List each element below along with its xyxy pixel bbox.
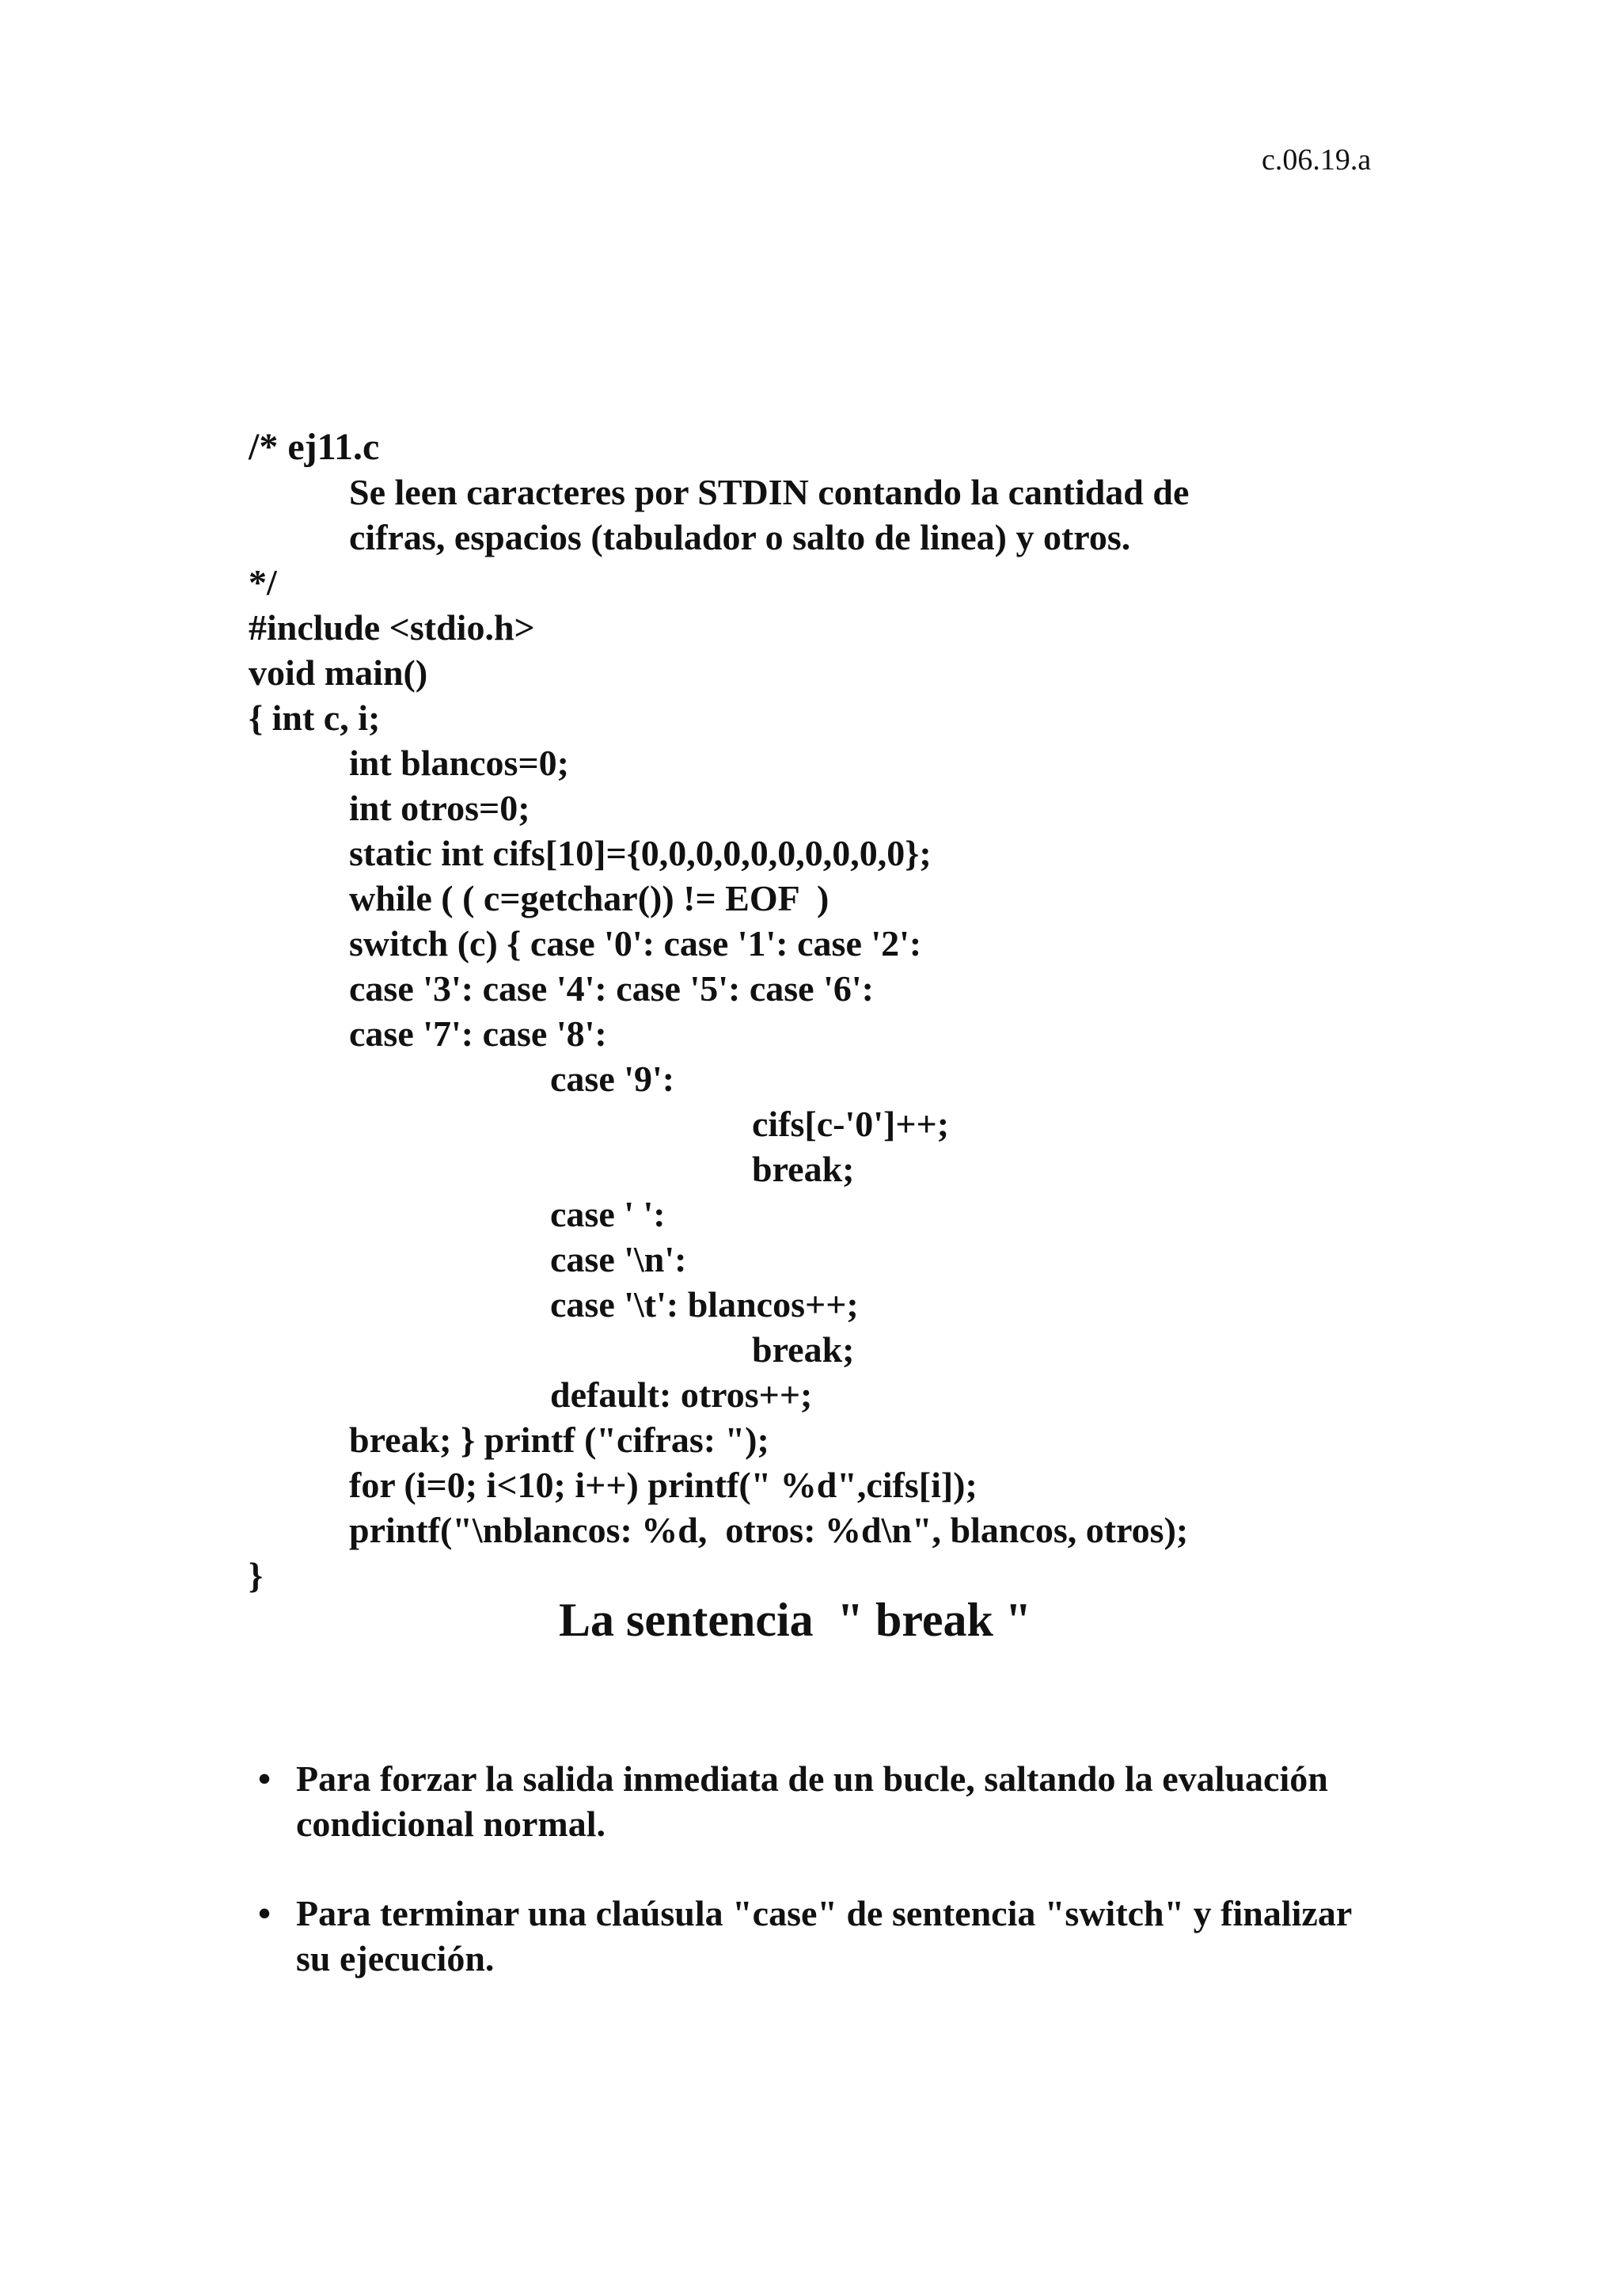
code-line: int blancos=0; [349,743,569,783]
code-line: while ( ( c=getchar()) != EOF ) [349,878,829,918]
code-line: cifras, espacios (tabulador o salto de linea) y otros. [349,517,1131,557]
code-line: { int c, i; [249,698,381,738]
code-line: break; [752,1329,855,1370]
code-line: void main() [249,652,428,693]
code-line: #include <stdio.h> [249,607,535,648]
code-line: cifs[c-'0']++; [752,1104,950,1144]
section-title: La sentencia " break " [559,1594,1032,1646]
code-line: */ [249,562,277,603]
code-line: break; [752,1149,855,1189]
code-line: case '9': [550,1059,675,1099]
code-line: Se leen caracteres por STDIN contando la cantidad de [349,472,1190,512]
code-line: for (i=0; i<10; i++) printf(" %d",cifs[i]); [349,1465,978,1505]
bullet-item [256,1891,1365,1981]
code-line: static int cifs[10]={0,0,0,0,0,0,0,0,0,0}; [349,833,932,873]
code-listing [249,424,1594,1598]
code-line: case '\n': [550,1239,687,1279]
code-line: case '\t': blancos++; [550,1284,859,1325]
bullet-icon: • [258,1758,271,1799]
code-line: /* ej11.c [249,426,380,468]
code-line: int otros=0; [349,788,530,828]
code-line: case '7': case '8': [349,1013,607,1054]
code-line: case ' ': [550,1194,666,1234]
bullet-text: Para forzar la salida inmediata de un bucle, saltando la evaluación condicional normal. [296,1758,1328,1844]
bullet-list [256,1756,1365,2025]
bullet-icon: • [258,1893,271,1933]
bullet-text: Para terminar una claúsula "case" de sentencia "switch" y finalizar su ejecución. [296,1893,1352,1979]
code-line: switch (c) { case '0': case '1': case '2': [349,923,922,964]
code-line: break; } printf ("cifras: "); [349,1420,769,1460]
bullet-item [256,1756,1365,1846]
code-line: printf("\nblancos: %d, otros: %d\n", blancos, otros); [349,1510,1189,1550]
code-line: } [249,1555,264,1595]
code-line: case '3': case '4': case '5': case '6': [349,968,874,1009]
code-line: default: otros++; [550,1374,813,1415]
page-code: c.06.19.a [1262,143,1372,177]
